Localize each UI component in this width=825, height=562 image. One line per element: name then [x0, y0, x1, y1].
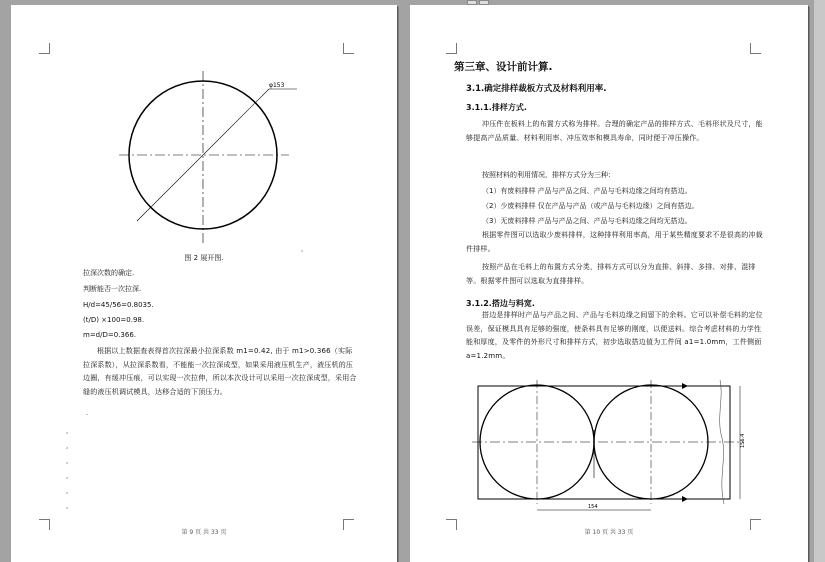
width-dimension: 156.4 [740, 433, 746, 448]
arrow-head [682, 383, 688, 389]
body-line: 按照材料的利用情况，排样方式分为三种： [482, 171, 615, 179]
paragraph-mark: , [66, 457, 69, 465]
paragraph-mark: , [301, 245, 304, 253]
text-line: 判断能否一次拉深. [83, 285, 142, 293]
body-paragraph: 搭边是排样时产品与产品之间、产品与毛料边缘之间留下的余料。它可以补偿毛料的定位误差，保证模具具有足够的强度，使条料具有足够的刚度，以便送料。综合考虑材料的力学性能和厚度，及零件的外形尺寸和排样方式，初步选取搭边值为工件间 a1=1.0mm，工件侧面 a=1.2mm。 [466, 311, 763, 360]
document-page-10 [410, 5, 808, 562]
subsection-heading: 3.1.2.搭边与料宽. [466, 299, 535, 308]
list-item: （1）有废料排样 产品与产品之间、产品与毛料边缘之间均有搭边。 [482, 187, 692, 195]
page-footer: 第 9 页 共 33 页 [181, 529, 227, 536]
section-heading: 3.1.确定排样裁板方式及材料利用率. [466, 84, 607, 94]
pitch-dimension: 154 [588, 504, 598, 510]
crop-mark [39, 43, 50, 54]
body-paragraph: 根据以上数据查表得首次拉深最小拉深系数 m1=0.42, 由于 m1>0.366（实际拉深系数），从拉深系数看，不能能一次拉深成型，如果采用液压机生产，液压机的压边圈，有缓冲压痕，可以实现一次拉伸，所以本次设计可以采用一次拉深成型，采用合缝的液压机调试模具，达移合适的下顶压力。 [83, 347, 357, 396]
paragraph-mark: . [86, 409, 89, 417]
crop-mark [446, 43, 457, 54]
body-paragraph: 冲压件在板料上的布置方式称为排样。合理的确定产品的排样方式、毛料形状及尺寸，能够提高产品质量、材料利用率、冲压效率和模具寿命，同时便于冲压操作。 [466, 120, 763, 142]
paragraph-mark: , [66, 487, 69, 495]
paragraph-mark: , [66, 472, 69, 480]
unfolded-blank-figure [111, 65, 311, 250]
page-footer: 第 10 页 共 33 页 [584, 529, 634, 536]
arrow-head [682, 496, 688, 502]
chapter-heading: 第三章、设计前计算. [454, 61, 553, 73]
text-line: H/d=45/56=0.8035. [83, 301, 154, 309]
paragraph-mark: , [66, 502, 69, 510]
text-line: (t/D) ×100=0.98. [83, 316, 145, 324]
body-paragraph: 根据零件图可以选取少废料排样，这种排样利用率高，用于某些精度要求不是很高的冲裁件排样。 [466, 231, 763, 253]
crop-mark [343, 43, 354, 54]
text-line: m=d/D=0.366. [83, 331, 137, 339]
document-page-9 [11, 5, 397, 562]
list-item: （3）无废料排样 产品与产品之间、产品与毛料边缘之间均无搭边。 [482, 217, 692, 225]
vertical-scrollbar[interactable] [814, 0, 825, 562]
text-line: 拉深次数的确定. [83, 269, 135, 277]
list-item: （2）少废料排样 仅在产品与产品（或产品与毛料边缘）之间有搭边。 [482, 202, 699, 210]
figure-caption: 图 2 展开图. [184, 254, 224, 262]
strip-layout-figure [472, 378, 762, 518]
body-paragraph: 按照产品在毛料上的布置方式分类，排料方式可以分为直排、斜排、多排、对排、混排等。根据零件图可以选取为直排排样。 [466, 263, 756, 285]
subsection-heading: 3.1.1.排样方式. [466, 103, 527, 112]
crop-mark [750, 43, 761, 54]
diameter-dimension: φ153 [269, 82, 285, 89]
paragraph-mark: , [66, 427, 69, 435]
paragraph-mark: , [66, 442, 69, 450]
